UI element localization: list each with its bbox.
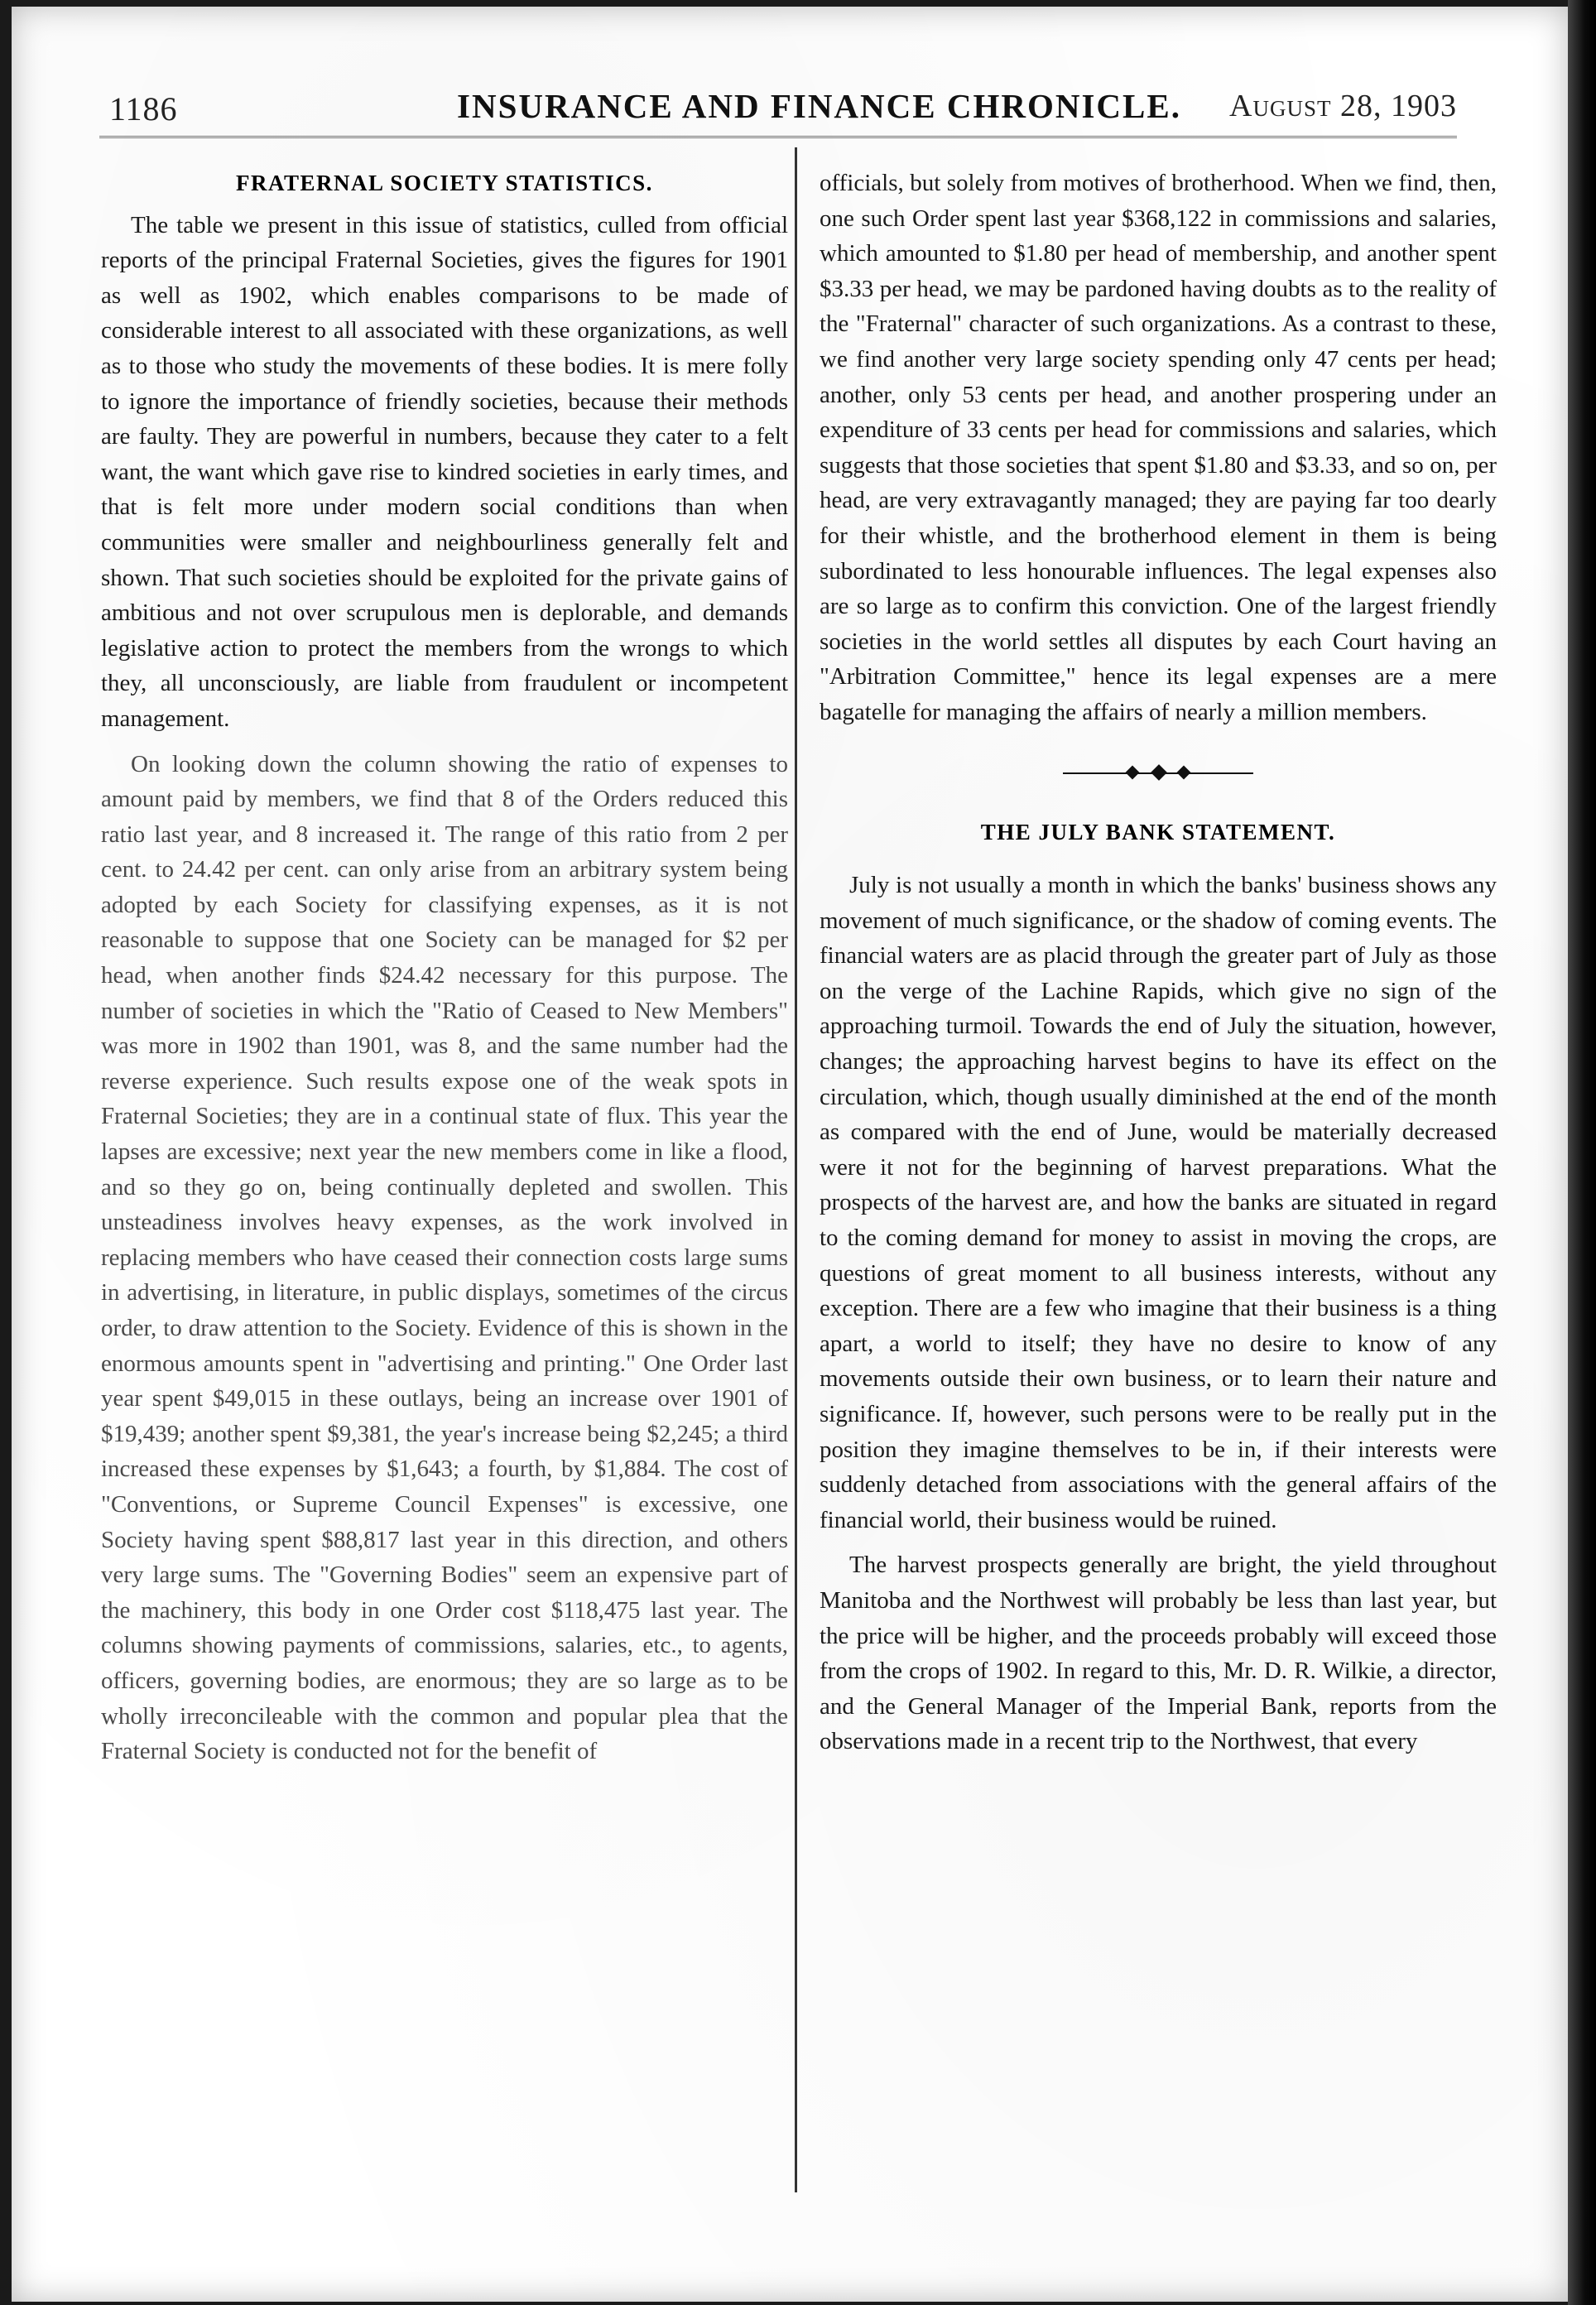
ornament-diamond <box>1151 764 1167 781</box>
article-title-bank-statement: THE JULY BANK STATEMENT. <box>980 819 1336 845</box>
page-number: 1186 <box>109 90 178 128</box>
scan-dark-edge <box>1568 0 1596 2305</box>
journal-title: INSURANCE AND FINANCE CHRONICLE. <box>457 87 1181 125</box>
issue-date: August 28, 1903 <box>1229 89 1457 123</box>
article-paragraph: The harvest prospects generally are bright, the yield throughout Manitoba and the Northwest will probably be less than last year, but the price will be higher, and the proceeds probably will exceed those from the crops of 1902. In regard to this, Mr. D. R. Wilkie, a director, and the General Manager of the Imperial Bank, reports from the observations made in a recent trip to the Northwest, that every <box>820 1552 1497 1755</box>
ornament-diamond <box>1126 765 1140 779</box>
header-rule <box>99 136 1457 138</box>
article-paragraph: On looking down the column showing the ratio of expenses to amount paid by members, we find that 8 of the Orders reduced this ratio last year, and 8 increased it. The range of this ratio from 2 per cent. to 24.42 per cent. can only arise from an arbitrary system being adopted by each Society for classifying expenses, as it is not reasonable to suppose that one Society can be managed for $2 per head, when another finds $24.42 necessary for this purpose. The number of societies in which the "Ratio of Ceased to New Members" was more in 1902 than 1901, was 8, and the same number had the reverse experience. Such results expose one of the weak spots in Fraternal Societies; they are in a continual state of flux. This year the lapses are excessive; next year the new members come in like a flood, and so they go on, being continually depleted and swollen. This unsteadiness involves heavy expenses, as the work involved in replacing members who have ceased their connection costs large sums in advertising, in literature, in public displays, sometimes of the circus order, to draw attention to the Society. Evidence of this is shown in the enormous amounts spent in "advertising and printing." One Order last year spent $49,015 in these outlays, being an increase over 1901 of $19,439; another spent $9,381, the year's increase being $2,245; a third increased these expenses by $1,643; a fourth, by $1,884. The cost of "Conventions, or Supreme Council Expenses" is excessive, one Society having spent $88,817 last year in this direction, and others very large sums. The "Governing Bodies" seem an expensive part of the machinery, this body in one Order cost $118,475 last year. The columns showing payments of commissions, salaries, etc., to agents, officers, governing bodies, are enormous; they are so large as to be wholly irreconcileable with the common and popular plea that the Fraternal Society is conducted not for the benefit of <box>101 750 788 1765</box>
article-paragraph-continued: officials, but solely from motives of brotherhood. When we find, then, one such Order spent last year $368,122 in commissions and salaries, which amounted to $1.80 per head of membership, and another spent $3.33 per head, we may be pardoned having doubts as to the reality of the "Fraternal" character of such organizations. As a contrast to these, we find another very large society spending only 47 cents per head; another, only 53 cents per head, and another prospering under an expenditure of 33 cents per head for commissions and salaries, which suggests that those societies that spent $1.80 and $3.33, and so on, per head, are very extravagantly managed; they are paying far too dearly for their whistle, and the brotherhood element in them is being subordinated to less honourable influences. The legal expenses also are so large as to confirm this conviction. One of the largest friendly societies in the world settles all disputes by each Court having an "Arbitration Committee," hence its legal expenses are a mere bagatelle for managing the affairs of nearly a million members. <box>820 170 1497 725</box>
column-divider <box>795 147 797 2192</box>
article-title-fraternal: FRATERNAL SOCIETY STATISTICS. <box>236 171 653 195</box>
page-header <box>99 89 1457 139</box>
ornament-diamond <box>1177 765 1191 779</box>
article-paragraph: July is not usually a month in which the banks' business shows any movement of much significance, or the shadow of coming events. The financial waters are as placid through the greater part of July as those on the verge of the Lachine Rapids, which give no sign of the approaching turmoil. Towards the end of July the situation, however, changes; the approaching harvest begins to have its effect on the circulation, which, though usually diminished at the end of the month as compared with the end of June, would be materially decreased were it not for the beginning of harvest preparations. What the prospects of the harvest are, and how the banks are situated in regard to the coming demand for money to assist in moving the crops, are questions of great moment to all business interests, without any exception. There are a few who imagine that their business is a thing apart, a world to itself; they have no desire to know of any movements outside their own business, or to learn their nature and significance. If, however, such persons were to be really put in the position they imagine themselves to be in, if their interests were suddenly detached from associations with the general affairs of the financial world, their business would be ruined. <box>820 872 1497 1533</box>
left-column <box>101 166 788 1769</box>
article-paragraph: The table we present in this issue of statistics, culled from official reports of the principal Fraternal Societies, gives the figures for 1901 as well as 1902, which enables comparisons to be made of considerable interest to all associated with these organizations, as well as to those who study the movements of these bodies. It is mere folly to ignore the importance of friendly societies, because their methods are faulty. They are powerful in numbers, because they cater to a felt want, the want which gave rise to kindred societies in early times, and that is felt more under modern social conditions than when communities were smaller and neighbourliness generally felt and shown. That such societies should be exploited for the private gains of ambitious and not over scrupulous men is deplorable, and demands legislative action to protect the members from the wrongs to which they, all unconsciously, are liable from fraudulent or incompetent management. <box>101 211 788 732</box>
right-column <box>820 166 1497 1759</box>
section-ornament <box>1063 765 1253 782</box>
